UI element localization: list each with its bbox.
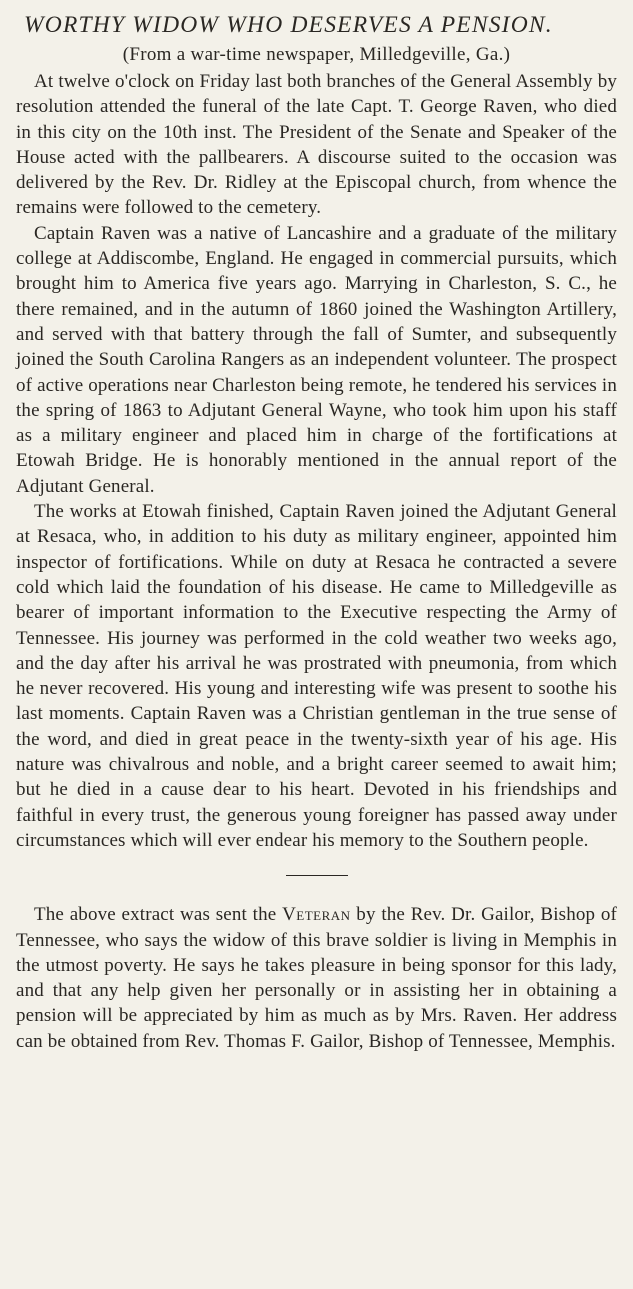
article-source-line: (From a war-time newspaper, Milledgeville, Ga.) (122, 44, 511, 65)
article-paragraph-2: Captain Raven was a native of Lancashire and a graduate of the military college at Addiscombe, England. He engaged in commercial pursuits, which brought him to America five years ago. Marrying in Charleston, S. C., he there remained, and in the autumn of 1860 joined the Washington Artillery, and served with that battery through the fall of Sumter, and subsequently joined the South Carolina Rangers as an independent volunteer. The prospect of active operations near Charleston being remote, he tendered his services in the spring of 1863 to Adjutant General Wayne, who took him upon his staff as a military engineer and placed him in charge of the fortifications at Etowah Bridge. He is honorably mentioned in the annual report of the Adjutant General. (16, 222, 617, 497)
editor-note-body: by the Rev. Dr. Gailor, Bishop of Tennessee, who says the widow of this brave soldier is living in Memphis in the utmost poverty. He says he takes pleasure in being sponsor for this lady, and that any help given her personally or in assisting her in obtaining a pension will be appreciated by him as much as by Mrs. Raven. Her address can be obtained from Rev. Thomas F. Gailor, Bishop of Tennessee, Memphis. (16, 904, 618, 1052)
article-title: WORTHY WIDOW WHO DESERVES A PENSION. (24, 12, 553, 38)
editor-note (16, 902, 617, 1054)
veteran-magazine-name: Veteran (282, 904, 351, 926)
article-paragraph-3: The works at Etowah finished, Captain Raven joined the Adjutant General at Resaca, who, in addition to his duty as military engineer, appointed him inspector of fortifications. While on duty at Resaca he contracted a severe cold which laid the foundation of his disease. He came to Milledgeville as bearer of important information to the Executive respecting the Army of Tennessee. His journey was performed in the cold weather two weeks ago, and the day after his arrival he was prostrated with pneumonia, from which he never recovered. His young and interesting wife was present to soothe his last moments. Captain Raven was a Christian gentleman in the true sense of the word, and died in great peace in the twenty-sixth year of his age. His nature was chivalrous and noble, and a bright career seemed to await him; but he died in a cause dear to his heart. Devoted in his friendships and faithful in every trust, the generous young foreigner has passed away under circumstances which will ever endear his memory to the Southern people. (16, 501, 617, 851)
article-paragraph-1: At twelve o'clock on Friday last both branches of the General Assembly by resolution attended the funeral of the late Capt. T. George Raven, who died in this city on the 10th inst. The President of the Senate and Speaker of the House acted with the pallbearers. A discourse suited to the occasion was delivered by the Rev. Dr. Ridley at the Episcopal church, from whence the remains were followed to the cemetery. (16, 71, 617, 219)
section-divider (286, 875, 348, 876)
editor-note-lead: The above extract was sent the (34, 904, 283, 926)
